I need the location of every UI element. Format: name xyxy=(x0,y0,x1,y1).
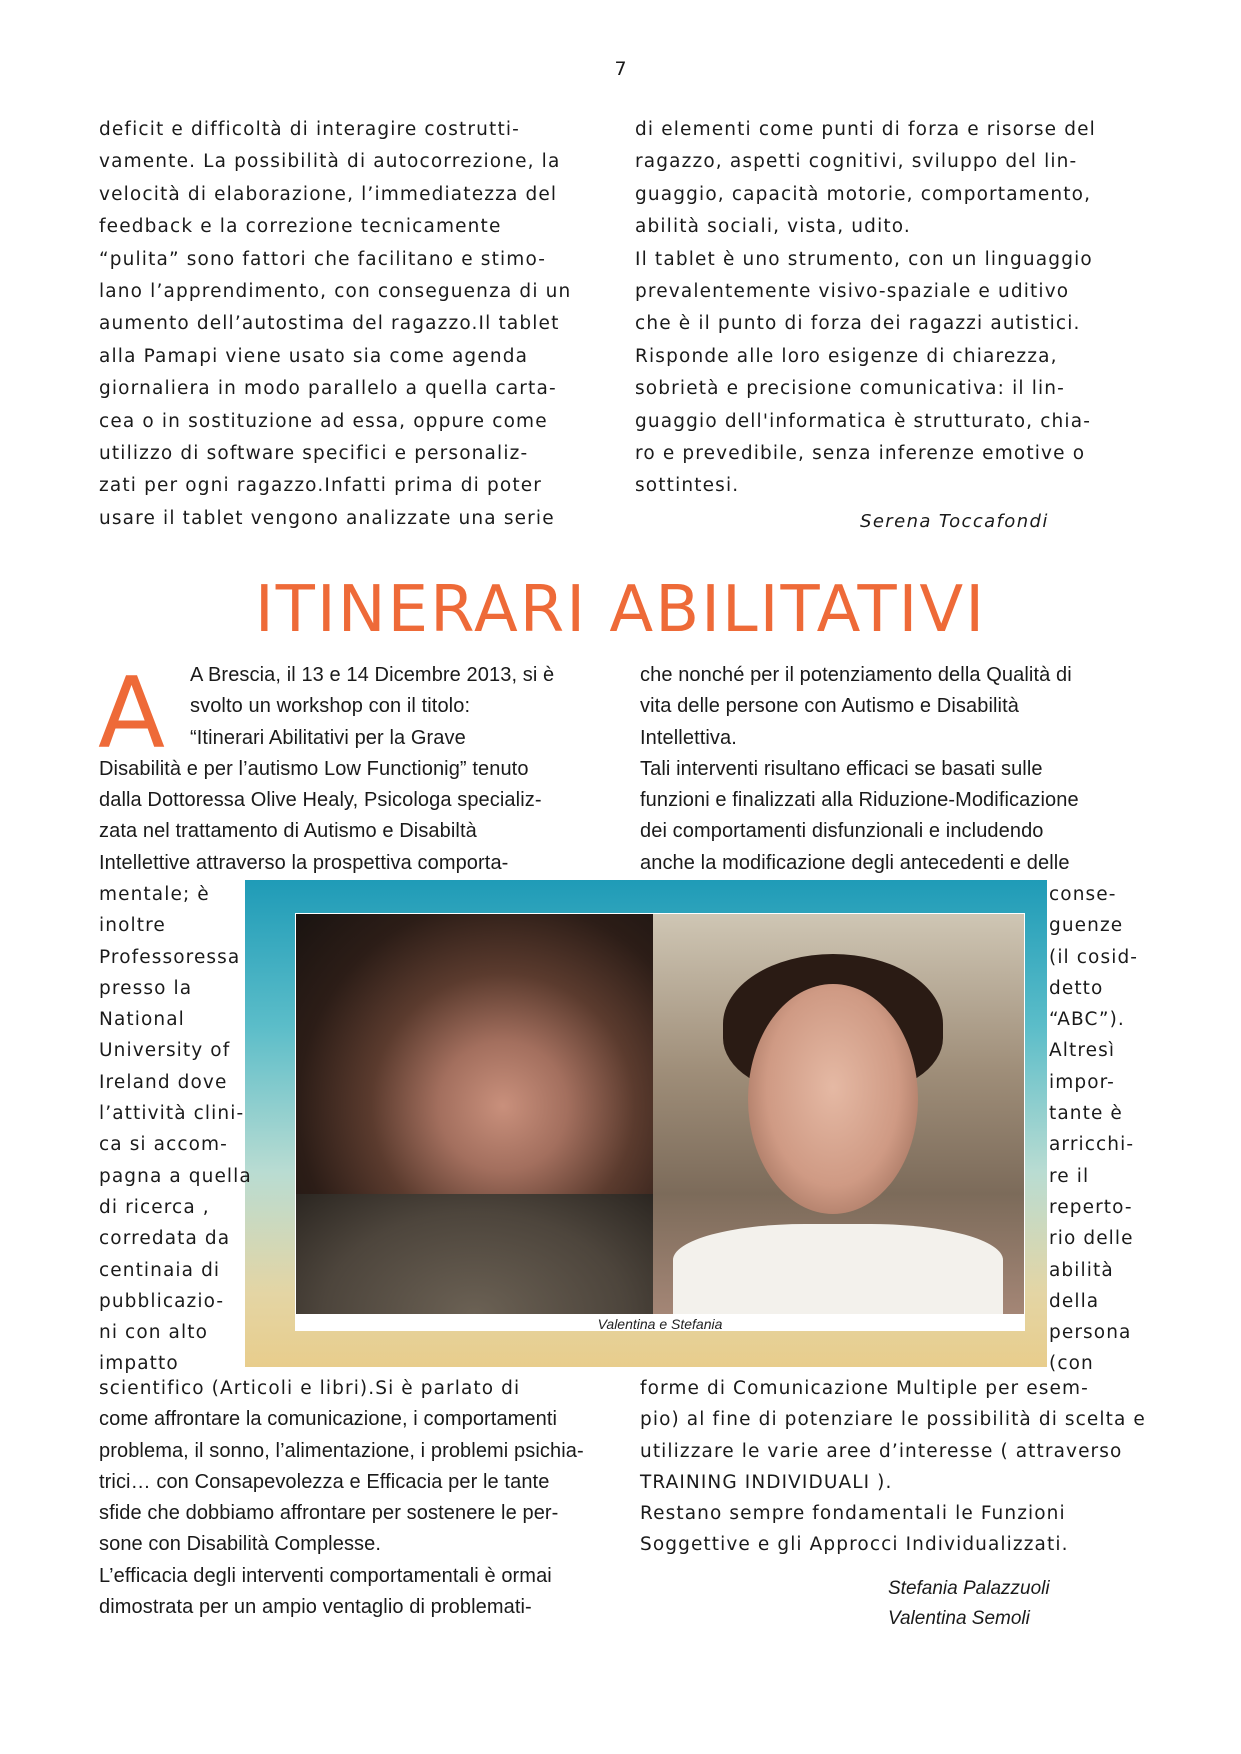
text-line: sfide che dobbiamo affrontare per sostenere le per- xyxy=(99,1502,559,1525)
text-line: funzioni e finalizzati alla Riduzione-Modificazione xyxy=(640,789,1079,812)
text-line: mentale; è xyxy=(99,884,210,905)
text-line: Il tablet è uno strumento, con un linguaggio xyxy=(635,248,1093,270)
text-line: Intellettive attraverso la prospettiva comporta- xyxy=(99,851,509,874)
text-line: National xyxy=(99,1009,185,1031)
text-line: ni con alto xyxy=(99,1322,208,1344)
text-line: Risponde alle loro esigenze di chiarezza, xyxy=(635,345,1058,367)
text-line: “Itinerari Abilitativi per la Grave xyxy=(190,726,466,749)
text-line: di ricerca , xyxy=(99,1196,210,1218)
article2-column-left-narrow xyxy=(99,879,252,1380)
text-line: problema, il sonno, l’alimentazione, i problemi psichia- xyxy=(99,1439,584,1462)
text-line: rio delle xyxy=(1049,1228,1134,1250)
text-line: lano l’apprendimento, con conseguenza di un xyxy=(99,280,572,302)
text-line: pagna a quella xyxy=(99,1165,252,1187)
text-line: guaggio dell'informatica è strutturato, chia- xyxy=(635,410,1092,432)
page-number: 7 xyxy=(614,58,627,80)
scarf-shape xyxy=(296,1194,653,1314)
photo-valentina xyxy=(296,914,653,1314)
text-line: centinaia di xyxy=(99,1259,221,1281)
text-line: giornaliera in modo parallelo a quella carta- xyxy=(99,378,557,400)
text-line: sone con Disabilità Complesse. xyxy=(99,1533,382,1556)
text-line: detto xyxy=(1049,977,1104,999)
text-line: impatto xyxy=(99,1353,179,1375)
signature-line: Valentina Semoli xyxy=(888,1608,1030,1629)
text-line: svolto un workshop con il titolo: xyxy=(190,695,471,718)
text-line: forme di Comunicazione Multiple per esem- xyxy=(640,1378,1089,1399)
article2-column-right-narrow xyxy=(1049,879,1138,1380)
text-line: feedback e la correzione tecnicamente xyxy=(99,216,502,238)
text-line: L’efficacia degli interventi comportamentali è ormai xyxy=(99,1564,552,1587)
article2-column-left-top xyxy=(98,657,555,879)
text-line: ragazzo, aspetti cognitivi, sviluppo del lin- xyxy=(635,151,1078,173)
photo-caption: Valentina e Stefania xyxy=(597,1316,723,1332)
text-line: prevalentemente visivo-spaziale e uditivo xyxy=(635,280,1070,302)
article-title: ITINERARI ABILITATIVI xyxy=(254,573,987,647)
text-line: aumento dell’autostima del ragazzo.Il tablet xyxy=(99,313,560,335)
text-line: pio) al fine di potenziare le possibilità di scelta e xyxy=(640,1409,1146,1431)
text-line: vamente. La possibilità di autocorrezione, la xyxy=(99,151,561,173)
text-line: reperto- xyxy=(1049,1196,1133,1218)
text-line: (con xyxy=(1049,1353,1094,1375)
text-line: guaggio, capacità motorie, comportamento, xyxy=(635,183,1092,205)
text-line: Professoressa xyxy=(99,946,241,968)
face-shape xyxy=(748,984,918,1214)
text-line: della xyxy=(1049,1290,1100,1312)
text-line: impor- xyxy=(1049,1071,1115,1093)
text-line: arricchi- xyxy=(1049,1134,1135,1156)
article2-column-left-bottom xyxy=(99,1373,584,1623)
text-line: abilità sociali, vista, udito. xyxy=(635,216,911,238)
text-line: che nonché per il potenziamento della Qualità di xyxy=(640,664,1072,686)
text-line: deficit e difficoltà di interagire costrutti- xyxy=(99,119,520,140)
text-line: sobrietà e precisione comunicativa: il lin- xyxy=(635,378,1065,400)
text-line: trici… con Consapevolezza e Efficacia per le tante xyxy=(99,1470,550,1493)
text-line: “ABC”). xyxy=(1049,1009,1125,1031)
article2-column-right-bottom xyxy=(640,1373,1146,1561)
article2-signatures xyxy=(888,1574,1050,1634)
text-line: anche la modificazione degli antecedenti e delle xyxy=(640,851,1070,874)
text-line: Tali interventi risultano efficaci se basati sulle xyxy=(640,757,1043,780)
text-line: Disabilità e per l’autismo Low Functionig” tenuto xyxy=(99,757,529,780)
text-line: pubblicazio- xyxy=(99,1290,225,1312)
article1-signature: Serena Toccafondi xyxy=(860,511,1049,532)
signature-line: Stefania Palazzuoli xyxy=(888,1578,1050,1599)
text-line: (il cosid- xyxy=(1049,946,1139,968)
text-line: Altresì xyxy=(1049,1040,1116,1062)
text-line: che è il punto di forza dei ragazzi autistici. xyxy=(635,313,1081,335)
text-line: inoltre xyxy=(99,915,166,937)
text-line: dei comportamenti disfunzionali e includendo xyxy=(640,820,1044,843)
text-line: l’attività clini- xyxy=(99,1103,245,1125)
article1-column-right xyxy=(635,114,1096,503)
text-line: abilità xyxy=(1049,1259,1114,1281)
text-line: sottintesi. xyxy=(635,475,740,497)
text-line: Ireland dove xyxy=(99,1071,228,1093)
text-line: alla Pamapi viene usato sia come agenda xyxy=(99,345,529,367)
article2-column-right-top xyxy=(640,660,1079,879)
text-line: zati per ogni ragazzo.Infatti prima di poter xyxy=(99,475,543,497)
text-line: cea o in sostituzione ad essa, oppure come xyxy=(99,410,548,432)
drop-cap: A xyxy=(98,657,166,771)
text-line: corredata da xyxy=(99,1228,231,1250)
text-line: utilizzare le varie aree d’interesse ( attraverso xyxy=(640,1440,1123,1462)
text-line: University of xyxy=(99,1040,231,1062)
text-line: dimostrata per un ampio ventaglio di problemati- xyxy=(99,1596,532,1619)
text-line: tante è xyxy=(1049,1103,1123,1125)
text-line: conse- xyxy=(1049,884,1117,905)
text-line: Soggettive e gli Approcci Individualizzati. xyxy=(640,1534,1069,1556)
text-line: vita delle persone con Autismo e Disabilità xyxy=(640,695,1019,718)
text-line: usare il tablet vengono analizzate una serie xyxy=(99,507,555,529)
text-line: dalla Dottoressa Olive Healy, Psicologa specializ- xyxy=(99,789,542,812)
text-line: di elementi come punti di forza e risorse del xyxy=(635,119,1096,140)
text-line: velocità di elaborazione, l’immediatezza del xyxy=(99,183,558,205)
text-line: ro e prevedibile, senza inferenze emotive o xyxy=(635,442,1086,464)
text-line: re il xyxy=(1049,1165,1090,1187)
text-line: come affrontare la comunicazione, i comportamenti xyxy=(99,1408,558,1431)
text-line: “pulita” sono fattori che facilitano e stimo- xyxy=(99,248,547,270)
text-line: Intellettiva. xyxy=(640,726,737,749)
text-line: guenze xyxy=(1049,915,1124,937)
text-line: scientifico (Articoli e libri).Si è parlato di xyxy=(99,1378,521,1399)
article1-column-left xyxy=(99,114,571,535)
text-line: Restano sempre fondamentali le Funzioni xyxy=(640,1503,1066,1525)
text-line: A Brescia, il 13 e 14 Dicembre 2013, si è xyxy=(190,664,555,686)
text-line: ca si accom- xyxy=(99,1134,228,1156)
text-line: presso la xyxy=(99,977,193,999)
shirt-shape xyxy=(673,1224,1003,1314)
text-line: zata nel trattamento di Autismo e Disabiltà xyxy=(99,820,477,843)
text-line: persona xyxy=(1049,1322,1132,1344)
text-line: TRAINING INDIVIDUALI ). xyxy=(640,1471,893,1493)
photo-stefania xyxy=(653,914,1024,1314)
text-line: utilizzo di software specifici e personaliz- xyxy=(99,442,529,464)
